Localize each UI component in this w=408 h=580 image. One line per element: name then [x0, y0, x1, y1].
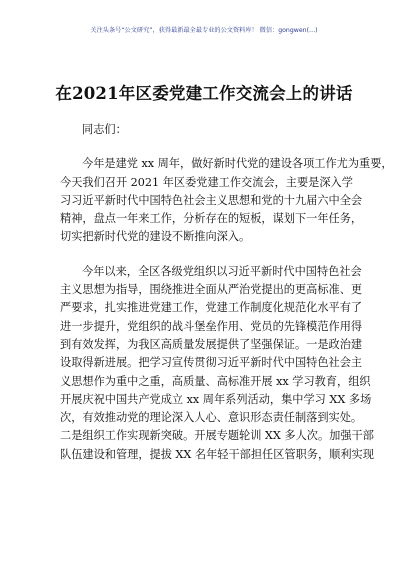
paragraph-line: 今天我们召开 2021 年区委党建工作交流会，主要是深入学 — [60, 175, 353, 189]
salutation: 同志们： — [82, 123, 127, 136]
paragraph-line: 严要求，扎实推进党建工作，党建工作制度化规范化水平有了 — [60, 301, 363, 315]
paragraph-gap — [60, 139, 352, 155]
paragraph-line: 义思想作为重中之重，高质量、高标准开展 xx 学习教育，组织 — [60, 374, 371, 388]
paragraph-line: 精神，盘点一年来工作，分析存在的短板，谋划下一年任务， — [60, 212, 363, 226]
document-body — [60, 121, 393, 464]
paragraph-line: 设取得新进展。把学习宣传贯彻习近平新时代中国特色社会主 — [60, 356, 363, 370]
paragraph-2 — [60, 263, 374, 464]
paragraph-line: 二是组织工作实现新突破。开展专题轮训 XX 多人次。加强干部 — [60, 429, 374, 443]
paragraph-line: 切实把新时代党的建设不断推向深入。 — [60, 230, 251, 244]
paragraph-line: 次，有效推动党的理论深入人心、意识形态责任制落到实处。 — [60, 411, 363, 425]
paragraph-line: 习习近平新时代中国特色社会主义思想和党的十九届六中全会 — [60, 193, 363, 207]
paragraph-1 — [60, 155, 393, 246]
header-banner: 关注头条号“公文研究”，获得最新最全最专业的公文资料库！ 微信：gongwen(…) — [90, 27, 318, 34]
paragraph-line: 开展庆祝中国共产党成立 xx 周年系列活动，集中学习 XX 多场 — [60, 392, 372, 406]
paragraph-line: 今年是建党 xx 周年，做好新时代党的建设各项工作尤为重要， — [82, 157, 393, 171]
document-title: 在2021年区委党建工作交流会上的讲话 — [55, 84, 353, 103]
paragraph-line: 主义思想为指导，围绕推进全面从严治党提出的更高标准、更 — [60, 283, 363, 297]
paragraph-line: 进一步提升，党组织的战斗堡垒作用、党员的先锋模范作用得 — [60, 319, 363, 333]
paragraph-line: 到有效发挥，为我区高质量发展提供了坚强保证。一是政治建 — [60, 337, 363, 351]
paragraph-line: 今年以来，全区各级党组织以习近平新时代中国特色社会 — [82, 264, 362, 278]
paragraph-gap — [60, 247, 352, 263]
paragraph-line: 队伍建设和管理，提拔 XX 名年轻干部担任区管职务，顺利实现 — [60, 447, 374, 461]
